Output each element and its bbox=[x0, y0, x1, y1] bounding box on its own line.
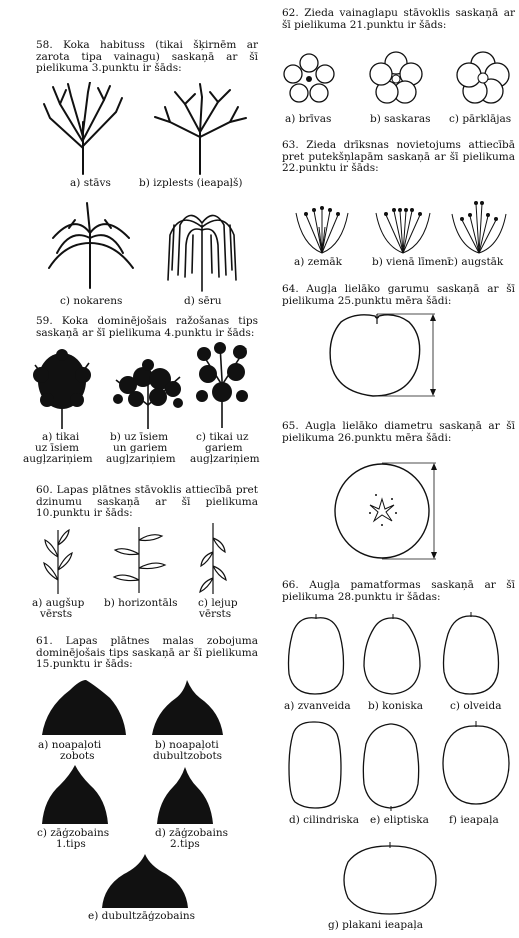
margin-doubly-serrate-illustration bbox=[100, 852, 190, 909]
q61-option-e: e) dubultzāģzobains bbox=[88, 910, 196, 922]
leaf-horizontal-illustration bbox=[112, 522, 167, 594]
fruit-shape-rounded-illustration bbox=[440, 718, 512, 810]
q66-option-b: b) koniska bbox=[368, 700, 423, 712]
tree-drooping-illustration bbox=[160, 205, 245, 293]
fruit-shape-bell-illustration bbox=[285, 612, 347, 697]
q61-option-a-line2: zobots bbox=[60, 750, 95, 762]
q59-option-c-line1: c) tikai uz bbox=[196, 431, 249, 443]
q63-option-a: a) zemāk bbox=[294, 256, 343, 268]
q58-option-c: c) nokarens bbox=[60, 295, 123, 307]
q59-option-b-line3: augļzariņiem bbox=[106, 453, 176, 465]
q62-option-a: a) brīvas bbox=[285, 113, 332, 125]
q59-heading: 59. Koka dominējošais ražošanas tips saskaņā ar šī pielikuma 4.punktu ir šāds: bbox=[36, 315, 258, 339]
q59-option-a-line2: uz īsiem bbox=[35, 442, 79, 454]
q63-option-b: b) vienā līmenī bbox=[372, 256, 452, 268]
leaf-upward-illustration bbox=[38, 525, 78, 595]
q59-option-a-line1: a) tikai bbox=[42, 431, 80, 443]
q60-option-c-line2: vērsts bbox=[199, 608, 232, 620]
margin-crenate-illustration bbox=[40, 678, 128, 736]
q61-option-c-line1: c) zāģzobains bbox=[37, 827, 110, 839]
q59-option-c-line2: gariem bbox=[205, 442, 243, 454]
q62-heading: 62. Zieda vainaglapu stāvoklis saskaņā ar šī pielikuma 21.punktu ir šāds: bbox=[282, 7, 515, 31]
q64-heading: 64. Augļa lielāko garumu saskaņā ar šī pielikuma 25.punktu mēra šādi: bbox=[282, 283, 515, 307]
q58-heading: 58. Koka habituss (tikai šķirnēm ar zarota tipa vainagu) saskaņā ar šī pielikuma 3.punktu ir šāds: bbox=[36, 39, 258, 74]
flower-touching-petals-illustration bbox=[368, 50, 424, 106]
margin-serrate-type2-illustration bbox=[155, 765, 215, 825]
fruit-shape-ovate-illustration bbox=[440, 610, 502, 698]
tree-upright-illustration bbox=[38, 82, 128, 177]
q60-option-a-line2: vērsts bbox=[40, 608, 73, 620]
tree-spreading-illustration bbox=[150, 82, 250, 177]
fruit-shape-cylindrical-illustration bbox=[285, 718, 345, 810]
pistil-lower-illustration bbox=[292, 205, 352, 255]
q66-option-e: e) eliptiska bbox=[370, 814, 429, 826]
q61-heading: 61. Lapas plātnes malas zobojuma dominējošais tips saskaņā ar šī pielikuma 15.punktu ir šāds: bbox=[36, 635, 258, 670]
q66-option-g: g) plakani ieapaļa bbox=[328, 919, 424, 931]
q58-option-b: b) izplests (ieapaļš) bbox=[139, 177, 243, 189]
q61-option-a-line1: a) noapaļoti bbox=[38, 739, 102, 751]
q61-option-b-line1: b) noapaļoti bbox=[155, 739, 219, 751]
q66-option-f: f) ieapaļa bbox=[449, 814, 499, 826]
q61-option-c-line2: 1.tips bbox=[56, 838, 86, 850]
pistil-higher-illustration bbox=[448, 200, 510, 255]
q59-option-b-line2: un gariem bbox=[113, 442, 168, 454]
q59-option-c-line3: augļzariņiem bbox=[190, 453, 260, 465]
q58-option-d: d) sēru bbox=[184, 295, 222, 307]
q63-heading: 63. Zieda drīksnas novietojums attiecībā pret putekšņlapām saskaņā ar šī pielikuma 22.punktu ir šāds: bbox=[282, 139, 515, 174]
q66-heading: 66. Augļa pamatformas saskaņā ar šī pielikuma 28.punktu ir šādas: bbox=[282, 579, 515, 603]
q61-option-d-line1: d) zāģzobains bbox=[155, 827, 229, 839]
q60-option-c-line1: c) lejup bbox=[198, 597, 238, 609]
tree-weeping-illustration bbox=[45, 198, 135, 290]
q62-option-c: c) pārklājas bbox=[449, 113, 512, 125]
q62-option-b: b) saskaras bbox=[370, 113, 431, 125]
fruit-length-measurement-illustration bbox=[325, 308, 445, 403]
q60-option-b: b) horizontāls bbox=[104, 597, 178, 609]
q59-option-b-line1: b) uz īsiem bbox=[110, 431, 169, 443]
q66-option-c: c) olveida bbox=[450, 700, 502, 712]
margin-serrate-type1-illustration bbox=[40, 763, 110, 825]
q60-option-a-line1: a) augšup bbox=[32, 597, 85, 609]
q58-option-a: a) stāvs bbox=[70, 177, 111, 189]
q66-option-a: a) zvanveida bbox=[284, 700, 351, 712]
pistil-same-level-illustration bbox=[372, 205, 434, 255]
q66-option-d: d) cilindriska bbox=[289, 814, 359, 826]
leaf-downward-illustration bbox=[196, 520, 231, 595]
fruit-shape-conical-illustration bbox=[360, 612, 425, 697]
flower-free-petals-illustration bbox=[282, 52, 337, 107]
fruit-diameter-measurement-illustration bbox=[332, 455, 444, 567]
q63-option-c: c) augstāk bbox=[448, 256, 504, 268]
flower-overlapping-petals-illustration bbox=[455, 50, 511, 106]
fruiting-short-spurs-illustration bbox=[25, 345, 100, 430]
q61-option-d-line2: 2.tips bbox=[170, 838, 200, 850]
fruiting-short-and-long-illustration bbox=[108, 355, 188, 430]
q60-heading: 60. Lapas plātnes stāvoklis attiecībā pret dzinumu saskaņā ar šī pielikuma 10.punktu ir šāds: bbox=[36, 484, 258, 519]
q61-option-b-line2: dubultzobots bbox=[153, 750, 223, 762]
q65-heading: 65. Augļa lielāko diametru saskaņā ar šī pielikuma 26.punktu mēra šādi: bbox=[282, 420, 515, 444]
fruit-shape-elliptic-illustration bbox=[360, 720, 422, 812]
margin-doubly-crenate-illustration bbox=[150, 678, 225, 736]
fruiting-long-spurs-illustration bbox=[190, 340, 255, 430]
q59-option-a-line3: augļzariņiem bbox=[23, 453, 93, 465]
